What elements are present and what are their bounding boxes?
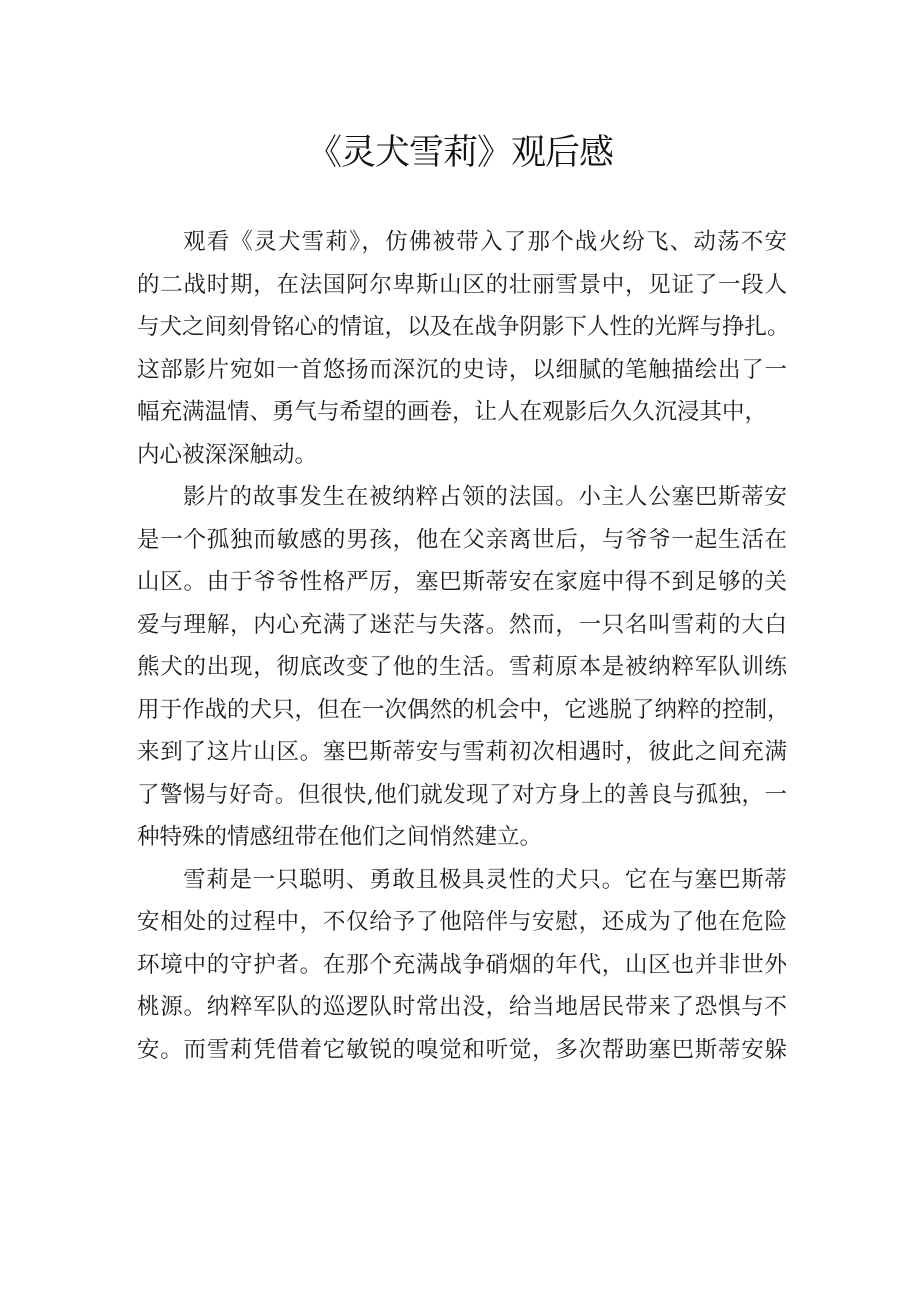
paragraph bbox=[137, 221, 790, 476]
text-line: 环境中的守护者。在那个充满战争硝烟的年代，山区也并非世外 bbox=[137, 951, 787, 978]
text-line: 雪莉是一只聪明、勇敢且极具灵性的犬只。它在与塞巴斯蒂 bbox=[183, 866, 787, 893]
text-line: 用于作战的犬只，但在一次偶然的机会中，它逃脱了纳粹的控制， bbox=[137, 696, 790, 723]
text-line: 桃源。纳粹军队的巡逻队时常出没，给当地居民带来了恐惧与不 bbox=[137, 994, 787, 1020]
text-line: 安。而雪莉凭借着它敏锐的嗅觉和听觉，多次帮助塞巴斯蒂安躲 bbox=[137, 1036, 787, 1063]
text-line: 安相处的过程中，不仅给予了他陪伴与安慰，还成为了他在危险 bbox=[137, 909, 787, 935]
text-line: 爱与理解，内心充满了迷茫与失落。然而，一只名叫雪莉的大白 bbox=[137, 611, 787, 638]
text-line: 观看《灵犬雪莉》，仿佛被带入了那个战火纷飞、动荡不安 bbox=[183, 229, 787, 255]
text-line: 内心被深深触动。 bbox=[137, 441, 318, 468]
text-line: 影片的故事发生在被纳粹占领的法国。小主人公塞巴斯蒂安 bbox=[183, 484, 787, 510]
text-line: 的二战时期，在法国阿尔卑斯山区的壮丽雪景中，见证了一段人 bbox=[137, 271, 787, 298]
text-line: 幅充满温情、勇气与希望的画卷，让人在观影后久久沉浸其中， bbox=[137, 399, 768, 425]
document-title: 《灵犬雪莉》观后感 bbox=[306, 133, 613, 173]
document-body bbox=[137, 221, 790, 1071]
text-line: 与犬之间刻骨铭心的情谊，以及在战争阴影下人性的光辉与挣扎。 bbox=[137, 314, 790, 340]
text-line: 是一个孤独而敏感的男孩，他在父亲离世后，与爷爷一起生活在 bbox=[137, 526, 787, 553]
text-line: 种特殊的情感纽带在他们之间悄然建立。 bbox=[137, 824, 543, 850]
text-line: 这部影片宛如一首悠扬而深沉的史诗，以细腻的笔触描绘出了一 bbox=[137, 356, 787, 383]
text-line: 来到了这片山区。塞巴斯蒂安与雪莉初次相遇时，彼此之间充满 bbox=[137, 739, 787, 765]
text-line: 熊犬的出现，彻底改变了他的生活。雪莉原本是被纳粹军队训练 bbox=[137, 654, 787, 680]
paragraph bbox=[137, 859, 787, 1072]
text-line: 了警惕与好奇。但很快,他们就发现了对方身上的善良与孤独，一 bbox=[137, 781, 787, 808]
paragraph bbox=[137, 476, 790, 859]
text-line: 山区。由于爷爷性格严厉，塞巴斯蒂安在家庭中得不到足够的关 bbox=[137, 569, 787, 595]
